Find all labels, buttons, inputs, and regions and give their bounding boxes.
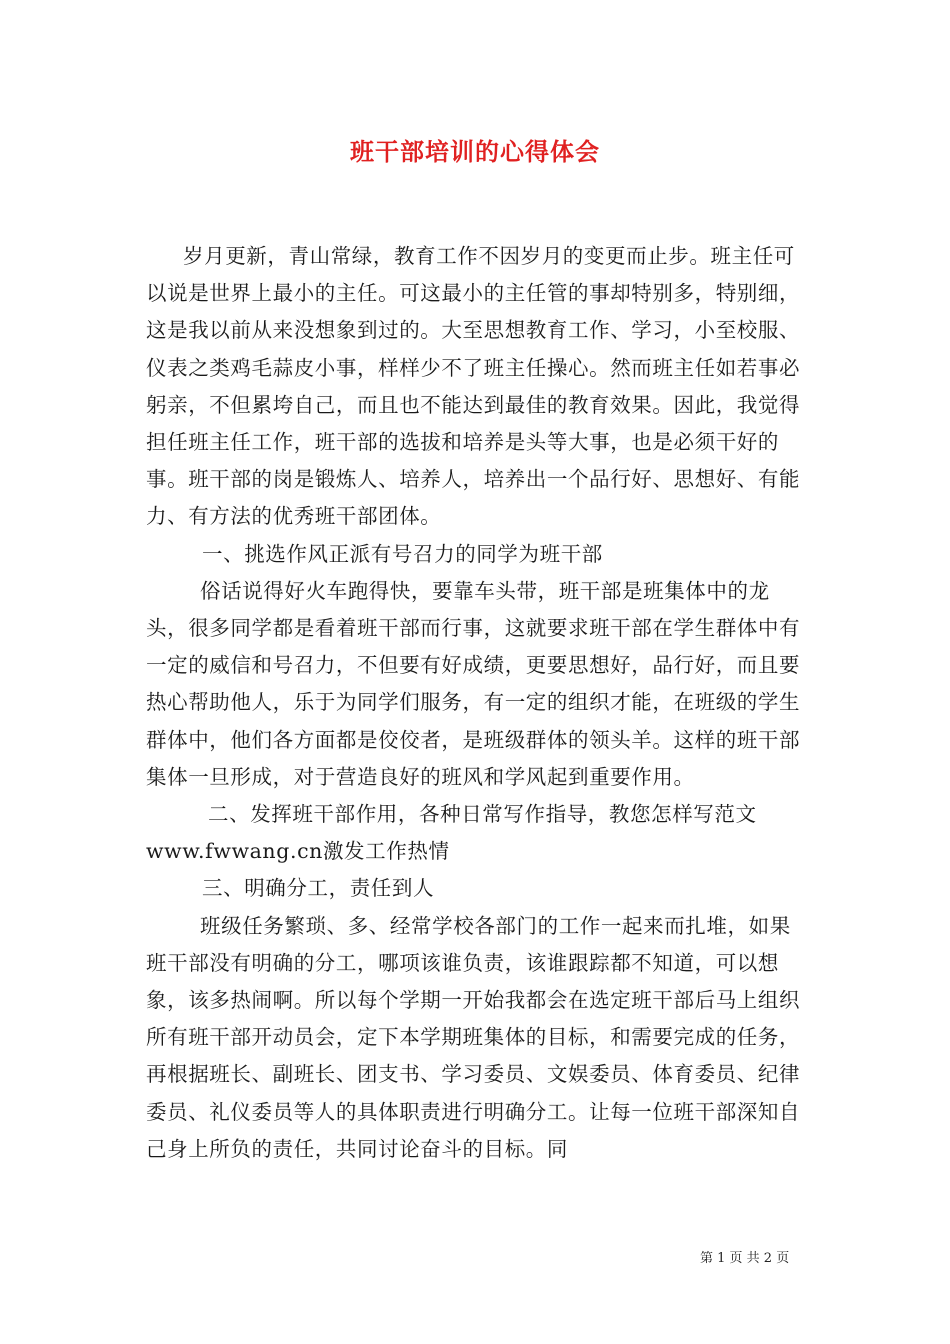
section-heading-3: 三、明确分工，责任到人 bbox=[202, 876, 435, 901]
section-heading-1: 一、挑选作风正派有号召力的同学为班干部 bbox=[202, 541, 603, 566]
page-number: 第 1 页 共 2 页 bbox=[700, 1251, 790, 1266]
paragraph-section-1: 俗话说得好火车跑得快，要靠车头带，班干部是班集体中的龙头，很多同学都是看着班干部而行事，这就要求班干部在学生群体中有一定的威信和号召力，不但要有好成绩，更要思想好，品行好，而且要热心帮助他人，乐于为同学们服务，有一定的组织才能，在班级的学生群体中，他们各方面都是佼佼者，是班级群体的领头羊。这样的班干部集体一旦形成，对于营造良好的班风和学风起到重要作用。 bbox=[146, 578, 801, 789]
document-body bbox=[146, 238, 806, 1168]
paragraph-section-3: 班级任务繁琐、多、经常学校各部门的工作一起来而扎堆，如果班干部没有明确的分工，哪项该谁负责，该谁跟踪都不知道，可以想象，该多热闹啊。所以每个学期一开始我都会在选定班干部后马上组织所有班干部开动员会，定下本学期班集体的目标，和需要完成的任务，再根据班长、副班长、团支书、学习委员、文娱委员、体育委员、纪律委员、礼仪委员等人的具体职责进行明确分工。让每一位班干部深知自己身上所负的责任，共同讨论奋斗的目标。同 bbox=[146, 913, 801, 1161]
document-title: 班干部培训的心得体会 bbox=[350, 137, 600, 166]
section-heading-2: 二、发挥班干部作用，各种日常写作指导，教您怎样写范文www.fwwang.cn激发工作热情 bbox=[146, 802, 757, 864]
paragraph-intro: 岁月更新，青山常绿，教育工作不因岁月的变更而止步。班主任可以说是世界上最小的主任。可这最小的主任管的事却特别多，特别细，这是我以前从来没想象到过的。大至思想教育工作、学习，小至校服、仪表之类鸡毛蒜皮小事，样样少不了班主任操心。然而班主任如若事必躬亲，不但累垮自己，而且也不能达到最佳的教育效果。因此，我觉得担任班主任工作，班干部的选拔和培养是头等大事，也是必须干好的事。班干部的岗是锻炼人、培养人，培养出一个品行好、思想好、有能力、有方法的优秀班干部团体。 bbox=[146, 244, 801, 529]
